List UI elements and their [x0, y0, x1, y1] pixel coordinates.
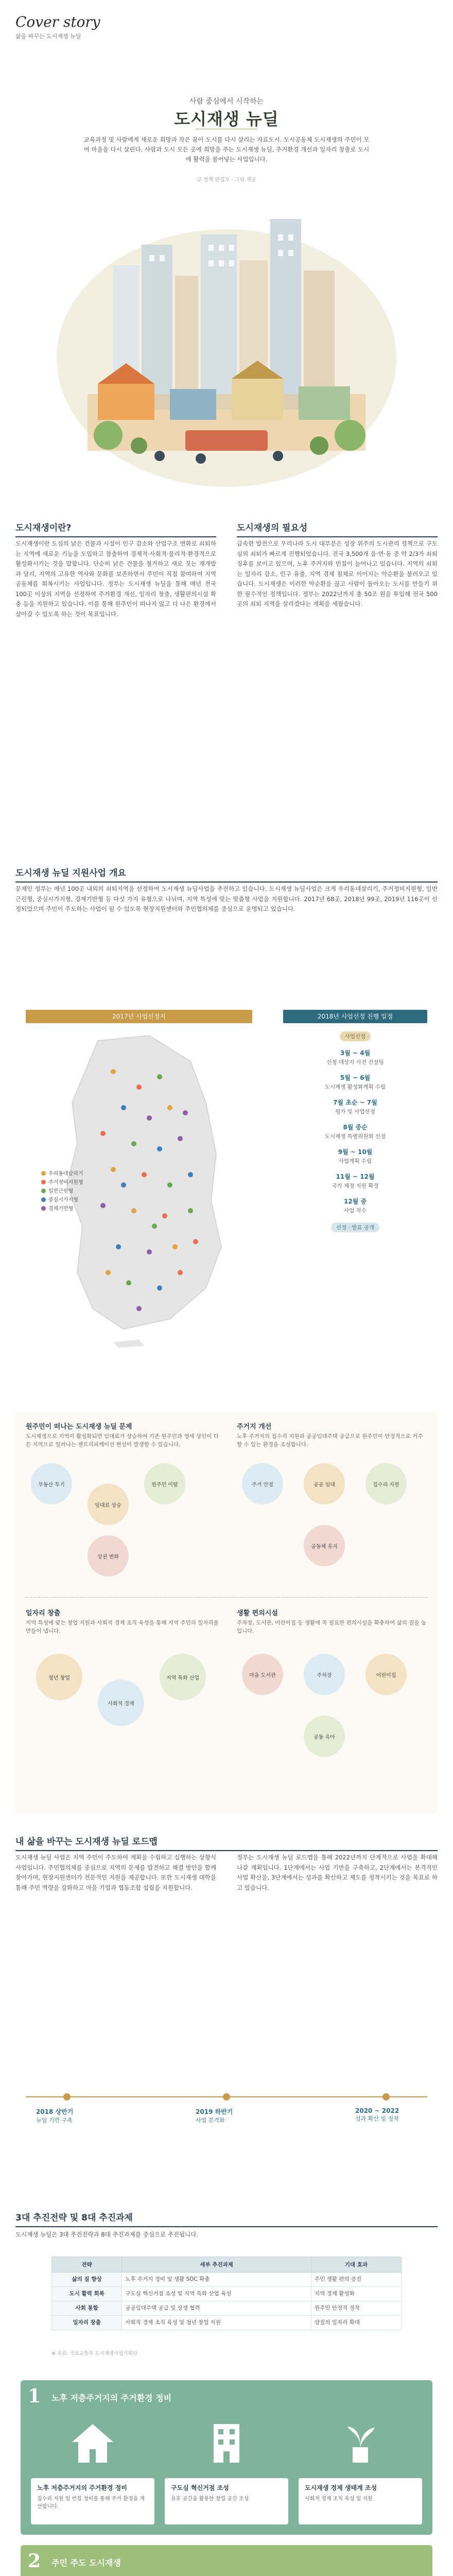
table-row [52, 2287, 402, 2301]
table-cell: 사회 통합 [52, 2301, 122, 2316]
issue-bottom-left-text: 지역 특성에 맞는 창업 지원과 사회적 경제 조직 육성을 통해 지역 주민의 일자리를 만들어 냅니다. [26, 1620, 219, 1634]
table-cell: 구도심 혁신거점 조성 및 지역 특화 산업 육성 [122, 2287, 311, 2301]
divider [26, 1597, 427, 1598]
map-left-tab: 2017년 사업선정지 [26, 1010, 252, 1023]
building-icon [201, 2416, 252, 2468]
issue-circle: 공동체 유지 [304, 1525, 345, 1566]
issue-circle: 지역 특화 산업 [160, 1654, 206, 1700]
map-legend [41, 1170, 83, 1213]
selection-timeline [283, 1030, 427, 1240]
map-site-marker [100, 1131, 106, 1136]
map-site-marker [193, 1239, 198, 1244]
map-site-marker [157, 1074, 162, 1079]
issue-circle: 원주민 이탈 [144, 1463, 185, 1504]
issue-bottom-right-text: 주차장, 도서관, 어린이집 등 생활에 꼭 필요한 편의시설을 확충하여 삶의 질을 높입니다. [237, 1620, 426, 1634]
step-title: 노후 저층주거지의 주거환경 정비 [51, 2393, 172, 2403]
map-site-marker [116, 1244, 121, 1249]
table-row [52, 2273, 402, 2287]
timeline-date: 3월 ~ 4월 [340, 1049, 371, 1057]
timeline-date: 11월 ~ 12월 [336, 1173, 375, 1180]
legend-swatch [41, 1171, 46, 1176]
issue-circle: 주차장 [304, 1654, 345, 1695]
table-header-row [52, 2257, 402, 2273]
roadmap-text-right: 정부는 도시재생 뉴딜 로드맵을 통해 2022년까지 단계적으로 사업을 확대해 나갈 계획입니다. 1단계에서는 사업 기반을 구축하고, 2단계에서는 본격적인 사업 확산을, 3단계에서는 성과를 확산하고 제도를 정착시키는 것을 목표로 하고 있습니다. [237, 1854, 438, 1891]
card-title: 도시재생 경제 생태계 조성 [305, 2484, 377, 2492]
step-card [31, 2478, 154, 2524]
table-cell: 삶의 질 향상 [52, 2273, 122, 2287]
map-site-marker [172, 1244, 178, 1249]
timeline-text: 사업계획 수립 [338, 1158, 372, 1164]
map-site-marker [178, 1270, 183, 1275]
era-label: 사업 본격화 [196, 2117, 225, 2124]
legend-label: 경제기반형 [48, 1206, 74, 1212]
table-row [52, 2316, 402, 2330]
step-title: 주민 주도 도시재생 [51, 2558, 121, 2568]
issue-circle: 집수리 지원 [365, 1463, 407, 1504]
table-header: 세부 추진과제 [122, 2257, 311, 2273]
house-icon [67, 2416, 118, 2468]
step-2 [21, 2545, 432, 2576]
section-need-text: 급속한 발전으로 우리나라 도시 대부분은 성장 위주의 도시관리 정책으로 구도심의 쇠퇴가 빠르게 진행되었습니다. 전국 3,500개 읍·면·동 중 약 2/3가 쇠퇴 징후를 보이고 있으며, 노후 주거지와 빈집이 늘어나고 있습니다. 지역의 쇠퇴는 일자리 감소, 인구 유출, 지역 경제 침체로 이어지는 악순환을 불러오고 있습니다. 도시재생은 이러한 악순환을 끊고 사람이 돌아오는 도시를 만들기 위한 필수적인 정책입니다. 정부는 2022년까지 총 50조 원을 투입해 전국 500곳의 쇠퇴 지역을 살리겠다는 계획을 세웠습니다. [237, 540, 438, 607]
card-title: 노후 저층주거지의 주거환경 정비 [37, 2484, 127, 2492]
city-illustration [31, 188, 422, 497]
map-site-marker [100, 1203, 106, 1208]
issue-circle: 어린이집 [365, 1654, 407, 1695]
timeline-date: 7월 초순 ~ 7월 [333, 1099, 377, 1106]
legend-label: 우리동네살리기 [48, 1171, 83, 1177]
map-site-marker [167, 1182, 172, 1188]
issue-right-title: 주거지 개선 [237, 1423, 272, 1431]
table-title: 3대 추진전략 및 8대 추진과제 [15, 2210, 438, 2227]
timeline-item [283, 1147, 427, 1165]
hero-title: 도시재생 뉴딜 [174, 109, 279, 129]
legend-item [41, 1178, 83, 1187]
timeline-item [283, 1172, 427, 1190]
card-text: 사회적 경제 조직 육성 및 지원 [305, 2496, 373, 2502]
legend-item [41, 1196, 83, 1205]
map-site-marker [131, 1208, 136, 1213]
issue-right-text: 노후 주거지의 집수리 지원과 공공임대주택 공급으로 원주민이 안정적으로 거주할 수 있는 환경을 조성합니다. [237, 1433, 423, 1448]
roadmap-title: 내 삶을 바꾸는 도시재생 뉴딜 로드맵 [15, 1834, 438, 1851]
issue-circle: 사회적 경제 [98, 1680, 144, 1726]
timeline-item [283, 1098, 427, 1115]
timeline-item [283, 1073, 427, 1091]
table-cell: 원주민 안정적 정착 [311, 2301, 402, 2316]
map-site-marker [188, 1172, 193, 1177]
table-cell: 지역 경제 활성화 [311, 2287, 402, 2301]
table-intro: 도시재생 뉴딜은 3대 추진전략과 8대 추진과제를 중심으로 추진됩니다. [15, 2231, 198, 2238]
timeline-text: 사업 착수 [344, 1208, 367, 1214]
legend-item [41, 1187, 83, 1196]
timeline-date: 5월 ~ 6월 [340, 1074, 371, 1081]
era-year: 2018 상반기 [36, 2108, 74, 2115]
timeline-text: 평가 및 사업선정 [335, 1109, 375, 1115]
section-overview-title: 도시재생 뉴딜 지원사업 개요 [15, 866, 438, 883]
issue-left-text: 도시재생으로 지역이 활성화되면 임대료가 상승하여 기존 원주민과 영세 상인이 다른 지역으로 밀려나는 젠트리피케이션 현상이 발생할 수 있습니다. [26, 1433, 219, 1448]
table-cell: 양질의 일자리 확대 [311, 2316, 402, 2330]
issue-circle: 청년 창업 [36, 1654, 82, 1700]
roadmap-era [36, 2107, 129, 2124]
timeline-footer-tag: 선정 · 발표 공개 [331, 1223, 379, 1232]
map-block [15, 999, 438, 1391]
map-site-marker [121, 1182, 126, 1188]
table-header: 기대 효과 [311, 2257, 402, 2273]
table-cell: 노후 주거지 정비 및 생활 SOC 확충 [122, 2273, 311, 2287]
issue-bottom-right-title: 생활 편의시설 [237, 1609, 278, 1617]
table-footnote: ※ 자료: 국토교통부 도시재생사업기획단 [51, 2351, 138, 2357]
map-site-marker [167, 1105, 172, 1110]
legend-swatch [41, 1189, 46, 1193]
section-what-is-title: 도시재생이란? [15, 520, 216, 537]
roadmap-era [196, 2107, 288, 2124]
issue-left-title: 원주민이 떠나는 도시재생 뉴딜 문제 [26, 1423, 132, 1431]
map-site-marker [136, 1306, 142, 1311]
table-row [52, 2301, 402, 2316]
roadmap-text-left: 도시재생 뉴딜 사업은 지역 주민이 주도하여 계획을 수립하고 실행하는 상향식 사업입니다. 주민협의체를 중심으로 지역의 문제를 발견하고 해결 방안을 함께 찾아가며, 현장지원센터가 전문적인 지원을 제공합니다. 또한 도시재생 대학을 통해 주민 역량을 강화하고 마을 기업과 협동조합 설립을 지원합니다. [15, 1854, 216, 1891]
map-site-marker [178, 1136, 183, 1141]
era-year: 2019 하반기 [196, 2108, 233, 2115]
table-cell: 일자리 창출 [52, 2316, 122, 2330]
legend-swatch [41, 1206, 46, 1211]
map-site-marker [183, 1110, 188, 1115]
map-site-marker [106, 1270, 111, 1275]
timeline-tag-row [283, 1030, 427, 1041]
table-cell: 주민 생활 편의 증진 [311, 2273, 402, 2287]
timeline-item [283, 1197, 427, 1214]
step-card [165, 2478, 288, 2524]
map-site-marker [152, 1224, 157, 1229]
issue-circle: 임대료 상승 [88, 1484, 129, 1525]
hero-credit: 글 정책 편집부 · 그림 제공 [197, 177, 256, 183]
map-site-marker [147, 1115, 152, 1121]
map-site-marker [121, 1105, 126, 1110]
step-number: 1 [28, 2385, 41, 2407]
issue-circle: 공동 육아 [304, 1716, 345, 1757]
timeline-text: 국가 재정 지원 확정 [332, 1183, 379, 1189]
hero-lead: 교육과정 및 사람에게 새로운 희망과 작은 꿈이 도시를 다시 살리는 자료도시. 도시공동체 도시재생의 주민이 모여 마을을 다시 살린다. 사람과 도시 모든 곳에 희망을 주는 도시재생 뉴딜, 주거환경 개선과 일자리 창출로 도시에 활력을 불어넣는 사업입니다. [83, 136, 370, 163]
era-label: 뉴딜 기반 구축 [36, 2117, 73, 2124]
issues-block [15, 1412, 438, 1814]
legend-item [41, 1205, 83, 1213]
section-overview-text: 문재인 정부는 매년 100곳 내외의 쇠퇴지역을 선정하여 도시재생 뉴딜사업을 추진하고 있습니다. 도시재생 뉴딜사업은 크게 우리동네살리기, 주거정비지원형, 일반근린형, 중심시가지형, 경제기반형 등 다섯 가지 유형으로 나뉘며, 지역 특성에 맞는 맞춤형 사업을 지원합니다. 2017년 68곳, 2018년 99곳, 2019년 116곳이 선정되었으며 주민이 주도하는 사업이 될 수 있도록 현장지원센터와 주민협의체를 중심으로 운영되고 있습니다. [15, 885, 438, 912]
timeline-date: 8월 중순 [343, 1124, 368, 1131]
timeline-item [283, 1123, 427, 1140]
cover-story-label: Cover story [15, 13, 100, 30]
cover-story-subtitle: 삶을 바꾸는 도시재생 뉴딜 [15, 33, 81, 40]
legend-swatch [41, 1180, 46, 1184]
timeline-text: 신청 대상지 사전 컨설팅 [326, 1059, 384, 1065]
map-right-tab: 2018년 사업선정 진행 일정 [283, 1010, 427, 1023]
legend-label: 일반근린형 [48, 1189, 74, 1194]
card-text: 집수리 지원 및 빈집 정비를 통해 주거 환경을 개선합니다. [37, 2496, 145, 2510]
card-text: 유휴 공간을 활용한 창업 공간 조성 [171, 2496, 249, 2502]
issue-circle: 상권 변화 [88, 1535, 129, 1577]
issue-circle: 부동산 투기 [31, 1463, 72, 1504]
legend-label: 주거정비지원형 [48, 1180, 83, 1185]
timeline-date: 12월 중 [343, 1198, 367, 1205]
map-site-marker [131, 1141, 136, 1146]
step-1 [21, 2380, 432, 2535]
hero-kicker: 사람 중심에서 시작하는 [189, 97, 264, 106]
plant-icon [335, 2416, 386, 2468]
map-site-marker [142, 1172, 147, 1177]
timeline-date: 9월 ~ 10월 [338, 1148, 373, 1156]
map-site-marker [126, 1280, 131, 1285]
map-site-marker [136, 1084, 142, 1090]
era-year: 2020 ~ 2022 [355, 2107, 399, 2114]
step-card [299, 2478, 422, 2524]
timeline-text: 도시재생 활성화계획 수립 [324, 1084, 386, 1090]
table-header: 전략 [52, 2257, 122, 2273]
map-site-marker [111, 1069, 116, 1074]
era-label: 성과 확산 및 정착 [355, 2115, 399, 2122]
legend-swatch [41, 1197, 46, 1202]
issue-circle: 주거 안정 [242, 1463, 283, 1504]
timeline-footer-row [283, 1222, 427, 1232]
timeline-text: 도시재생 특별위원회 선정 [324, 1133, 386, 1140]
roadmap-era [355, 2107, 438, 2123]
strategy-table [51, 2257, 402, 2330]
map-site-marker [188, 1208, 193, 1213]
legend-label: 중심시가지형 [48, 1197, 78, 1203]
issue-circle: 공공 임대 [304, 1463, 345, 1504]
table-cell: 공공임대주택 공급 및 상생 협력 [122, 2301, 311, 2316]
map-site-marker [147, 1249, 152, 1255]
table-cell: 사회적 경제 조직 육성 및 청년 창업 지원 [122, 2316, 311, 2330]
section-need-title: 도시재생의 필요성 [237, 520, 438, 537]
map-site-marker [157, 1285, 162, 1291]
legend-item [41, 1170, 83, 1178]
step-number: 2 [28, 2550, 41, 2572]
table-cell: 도시 활력 회복 [52, 2287, 122, 2301]
map-site-marker [111, 1167, 116, 1172]
card-title: 구도심 혁신거점 조성 [171, 2484, 229, 2492]
timeline-tag: 사업선정 [340, 1031, 371, 1041]
section-what-is-text: 도시재생이란 도심의 낡은 건물과 시설이 인구 감소와 산업구조 변화로 쇠퇴하는 지역에 새로운 기능을 도입하고 창출하여 경제적·사회적·물리적·환경적으로 활성화시키는 것을 말합니다. 단순히 낡은 건물을 철거하고 새로 짓는 재개발과 달리, 지역의 고유한 역사와 문화를 보존하면서 주민이 직접 참여하여 지역 공동체를 회복시키는 사업입니다. 정부는 도시재생 뉴딜을 통해 매년 전국 100곳 이상의 지역을 선정하여 주거환경 개선, 일자리 창출, 생활편의시설 확충 등을 지원하고 있습니다. 이를 통해 원주민이 떠나지 않고 더 나은 환경에서 살아갈 수 있도록 하는 것이 목표입니다. [15, 540, 216, 618]
issue-bottom-left-title: 일자리 창출 [26, 1609, 61, 1617]
map-site-marker [162, 1213, 167, 1218]
map-site-marker [157, 1146, 162, 1151]
timeline-item [283, 1048, 427, 1066]
issue-circle: 마을 도서관 [242, 1654, 283, 1695]
